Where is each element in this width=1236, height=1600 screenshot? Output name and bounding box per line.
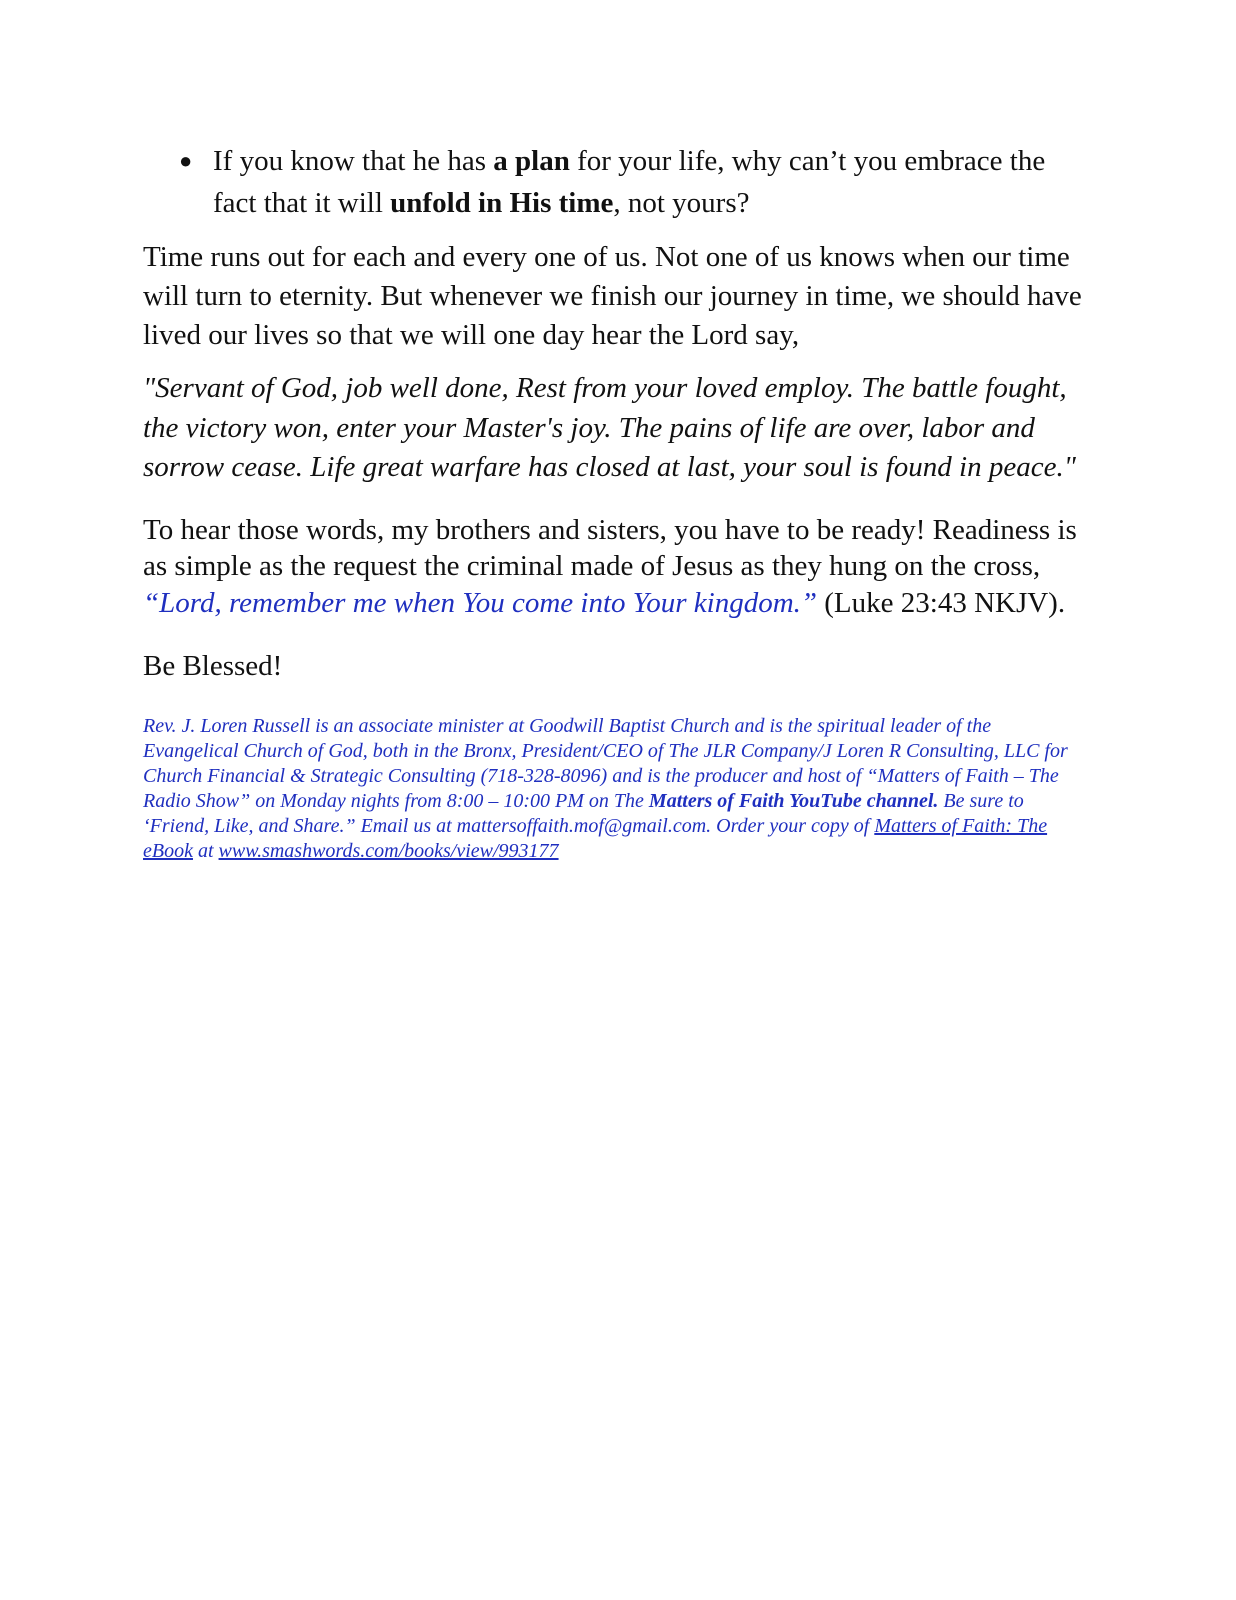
document-page bbox=[143, 140, 1083, 884]
bullet-text-2: for your life, why can’t you embrace the fact that it will bbox=[213, 145, 1046, 219]
bio-text-1: Rev. J. Loren Russell is an associate minister at Goodwill Baptist Church and is the spiritual leader of the Evangelical Church of God, both in the Bronx, President/CEO of The JLR Company/J Loren R Consulting, LLC for Church Financial & Strategic Consulting (718-328-8096) and is the producer and host of “Matters of Faith – The Radio Show” on Monday nights from 8:00 – 10:00 PM on The bbox=[143, 715, 1068, 812]
bio-text-3: at bbox=[192, 840, 219, 862]
closing-blessing: Be Blessed! bbox=[143, 650, 283, 682]
bullet-list bbox=[143, 140, 1083, 224]
scripture-quote: “Lord, remember me when You come into Your kingdom.” bbox=[143, 586, 818, 619]
scripture-reference: (Luke 23:43 NKJV). bbox=[817, 586, 1066, 619]
bullet-text-3: , not yours? bbox=[613, 187, 750, 219]
bullet-icon: ● bbox=[179, 148, 193, 173]
paragraph-time-runs-out: Time runs out for each and every one of us. Not one of us knows when our time will turn to eternity. But whenever we finish our journey in time, we should have lived our lives so that we will one day hear the Lord say, bbox=[143, 241, 1082, 351]
bullet-text-1: If you know that he has bbox=[213, 145, 494, 177]
list-item bbox=[143, 140, 1083, 224]
bullet-bold-plan: a plan bbox=[493, 145, 570, 177]
smashwords-link[interactable]: www.smashwords.com/books/view/993177 bbox=[218, 840, 559, 862]
ebook-link[interactable]: Matters of Faith: The eBook bbox=[143, 815, 1048, 862]
quote-servant-of-god: "Servant of God, job well done, Rest from your loved employ. The battle fought, the victory won, enter your Master's joy. The pains of life are over, labor and sorrow cease. Life great warfare has closed at last, your soul is found in peace." bbox=[143, 372, 1076, 483]
paragraph-readiness bbox=[143, 512, 1083, 622]
bio-text-2: Be sure to ‘Friend, Like, and Share.” Email us at mattersoffaith.mof@gmail.com. Order your copy of bbox=[143, 790, 1024, 837]
bio-youtube-channel: Matters of Faith YouTube channel. bbox=[648, 790, 939, 812]
bullet-bold-time: unfold in His time bbox=[390, 187, 614, 219]
readiness-text: To hear those words, my brothers and sisters, you have to be ready! Readiness is as simple as the request the criminal made of Jesus as they hung on the cross, bbox=[143, 513, 1077, 582]
author-bio bbox=[143, 714, 1083, 864]
